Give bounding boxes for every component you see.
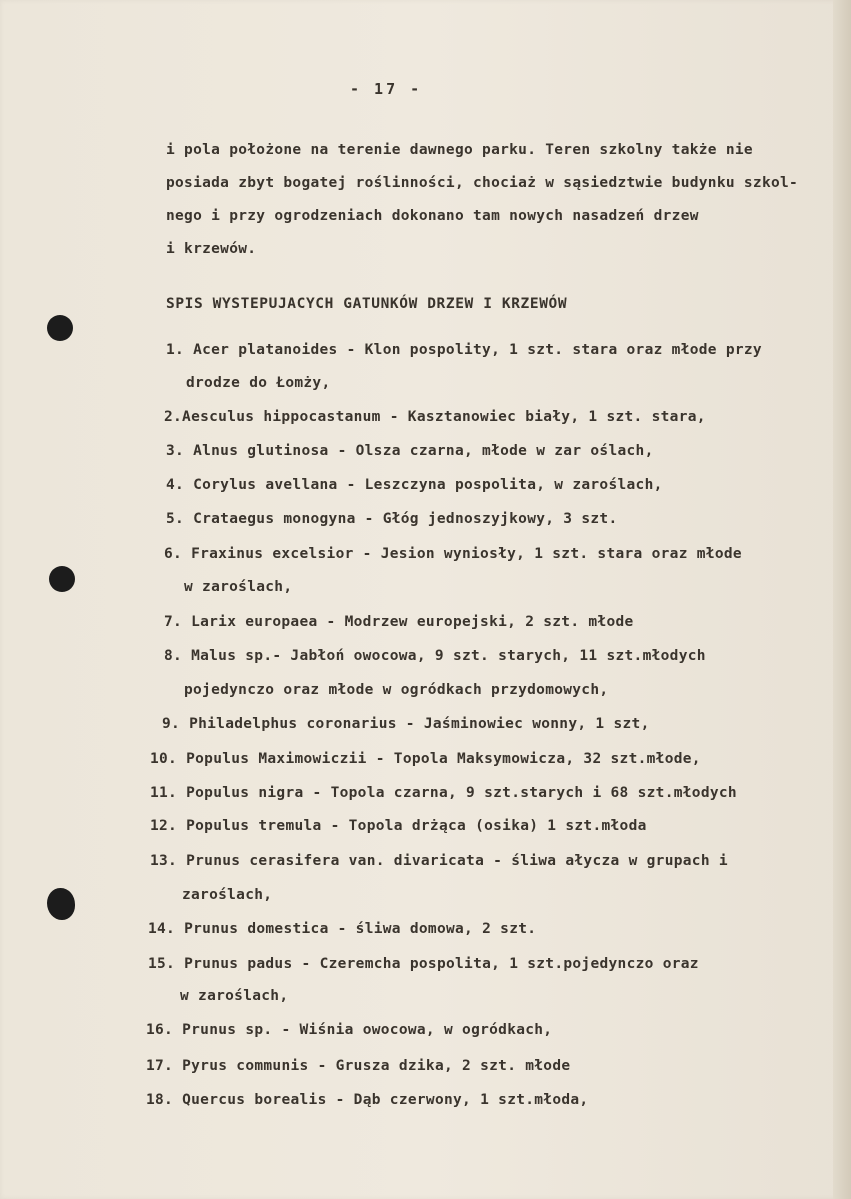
list-item-continuation: drodze do Łomży, bbox=[186, 375, 331, 391]
list-item: 10. Populus Maximowiczii - Topola Maksymowicza, 32 szt.młode, bbox=[150, 751, 701, 767]
punch-hole-bottom bbox=[47, 888, 75, 920]
list-item: 5. Crataegus monogyna - Głóg jednoszyjkowy, 3 szt. bbox=[166, 511, 618, 527]
list-item: 14. Prunus domestica - śliwa domowa, 2 szt. bbox=[148, 921, 537, 937]
paragraph-line: i pola położone na terenie dawnego parku. Teren szkolny także nie bbox=[166, 142, 753, 158]
page-number: - 17 - bbox=[350, 80, 423, 98]
list-item: 1. Acer platanoides - Klon pospolity, 1 szt. stara oraz młode przy bbox=[166, 342, 762, 358]
list-item: 11. Populus nigra - Topola czarna, 9 szt.starych i 68 szt.młodych bbox=[150, 785, 737, 801]
list-item: 12. Populus tremula - Topola drżąca (osika) 1 szt.młoda bbox=[150, 818, 647, 834]
list-item: 4. Corylus avellana - Leszczyna pospolita, w zaroślach, bbox=[166, 477, 663, 493]
list-item: 13. Prunus cerasifera van. divaricata - śliwa ałycza w grupach i bbox=[150, 853, 728, 869]
list-item: 7. Larix europaea - Modrzew europejski, 2 szt. młode bbox=[164, 614, 634, 630]
intro-paragraph bbox=[166, 134, 806, 266]
list-item: 8. Malus sp.- Jabłoń owocowa, 9 szt. starych, 11 szt.młodych bbox=[164, 648, 706, 664]
paragraph-line: posiada zbyt bogatej roślinności, chociaż w sąsiedztwie budynku szkol- bbox=[166, 175, 799, 191]
paragraph-line: i krzewów. bbox=[166, 241, 257, 257]
list-item: 18. Quercus borealis - Dąb czerwony, 1 szt.młoda, bbox=[146, 1092, 589, 1108]
paragraph-line: nego i przy ogrodzeniach dokonano tam nowych nasadzeń drzew bbox=[166, 208, 699, 224]
list-item: 3. Alnus glutinosa - Olsza czarna, młode w zar oślach, bbox=[166, 443, 654, 459]
list-item: 16. Prunus sp. - Wiśnia owocowa, w ogródkach, bbox=[146, 1022, 553, 1038]
list-item-continuation: pojedynczo oraz młode w ogródkach przydomowych, bbox=[184, 682, 609, 698]
punch-hole-middle bbox=[49, 566, 75, 592]
list-item: 2.Aesculus hippocastanum - Kasztanowiec biały, 1 szt. stara, bbox=[164, 409, 706, 425]
species-list-heading: SPIS WYSTEPUJACYCH GATUNKÓW DRZEW I KRZEWÓW bbox=[166, 296, 568, 312]
list-item: 17. Pyrus communis - Grusza dzika, 2 szt. młode bbox=[146, 1058, 571, 1074]
punch-hole-top bbox=[47, 315, 73, 341]
list-item: 9. Philadelphus coronarius - Jaśminowiec wonny, 1 szt, bbox=[162, 716, 650, 732]
list-item-continuation: w zaroślach, bbox=[184, 579, 293, 595]
list-item: 15. Prunus padus - Czeremcha pospolita, 1 szt.pojedynczo oraz bbox=[148, 956, 699, 972]
list-item: 6. Fraxinus excelsior - Jesion wyniosły, 1 szt. stara oraz młode bbox=[164, 546, 742, 562]
list-item-continuation: zaroślach, bbox=[182, 887, 273, 903]
page-edge-shadow bbox=[833, 0, 851, 1199]
list-item-continuation: w zaroślach, bbox=[180, 988, 289, 1004]
